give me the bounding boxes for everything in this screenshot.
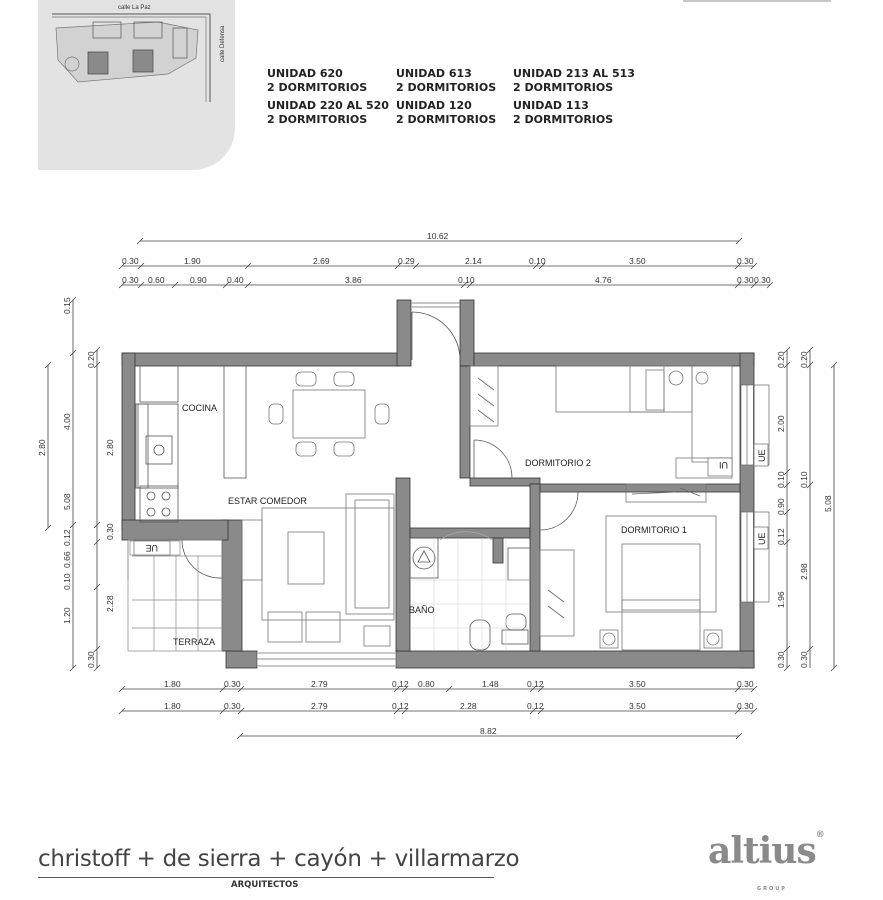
tv-unit xyxy=(242,520,262,580)
unit-label: UNIDAD 213 AL 513 xyxy=(513,67,635,80)
dim-bottom-2-6: 3.50 xyxy=(629,701,646,711)
dim-right-inner-2: 0.10 xyxy=(776,471,786,488)
dim-top-1-3: 0.29 xyxy=(398,256,415,266)
dim-left-inner-5: 0.10 xyxy=(62,573,72,590)
ue-label-dorm1: UE xyxy=(757,532,767,545)
dim-bottom-2-5: 0.12 xyxy=(527,701,544,711)
architects-subtitle: ARQUITECTOS xyxy=(231,880,299,890)
dim-bottom-2-0: 1.80 xyxy=(164,701,181,711)
dim-bottom-2-4: 2.28 xyxy=(460,701,477,711)
wall-left-upper xyxy=(122,353,135,529)
dim-left-outer-2: 5.08 xyxy=(62,493,72,510)
room-label-dorm2: DORMITORIO 2 xyxy=(525,458,591,468)
dim-left-inner-0: 0.20 xyxy=(86,351,96,368)
wall-bath-right xyxy=(530,484,540,651)
unit-label: UNIDAD 613 xyxy=(396,67,472,80)
door-terrace xyxy=(182,540,222,578)
brand-subtitle: GROUP xyxy=(757,886,787,892)
room-label-dorm1: DORMITORIO 1 xyxy=(621,525,687,535)
dim-left-inner-4: 0.66 xyxy=(62,551,72,568)
dim-left-inner-6: 1.20 xyxy=(62,607,72,624)
credit-underline xyxy=(38,877,494,878)
dim-right-inner-1: 2.00 xyxy=(776,415,786,432)
dim-top-1-7: 0.30 xyxy=(737,256,754,266)
room-label-cocina: COCINA xyxy=(182,403,218,413)
ue-label-dorm2: UE xyxy=(757,449,767,462)
dorm2-furniture xyxy=(470,366,732,478)
dim-top-1-2: 2.69 xyxy=(313,256,330,266)
dim-bottom-1-1: 0.30 xyxy=(224,679,241,689)
brand-logo xyxy=(708,830,824,872)
unit-rooms: 2 DORMITORIOS xyxy=(396,81,497,94)
cooktop xyxy=(140,486,178,522)
dim-bottom-2-7: 0.30 xyxy=(737,701,754,711)
dorm1-furniture xyxy=(540,484,722,650)
dim-left-far-1: 2.28 xyxy=(105,595,115,612)
dim-top-2-6: 4.76 xyxy=(595,275,612,285)
dim-bottom-1-0: 1.80 xyxy=(164,679,181,689)
wall-bottom-right xyxy=(396,651,754,668)
dim-bottom-2-3: 0.12 xyxy=(392,701,409,711)
unit-label: UNIDAD 120 xyxy=(396,99,472,112)
dim-top-2-7: 0.30 xyxy=(737,275,754,285)
dim-right-mid-3: 0.30 xyxy=(799,651,809,668)
sink xyxy=(146,436,172,464)
dim-top-1-0: 0.30 xyxy=(122,256,139,266)
dim-top-2-2: 0.90 xyxy=(190,275,207,285)
bidet xyxy=(470,620,490,650)
dim-left-inner-3: 0.12 xyxy=(62,529,72,546)
wall-dorm-divider xyxy=(532,484,740,492)
unit-label: UNIDAD 620 xyxy=(267,67,343,80)
room-label-bano: BAÑO xyxy=(409,605,435,615)
fridge xyxy=(140,366,178,402)
unit-rooms: 2 DORMITORIOS xyxy=(267,113,368,126)
dim-bottom-1-8: 0.30 xyxy=(737,679,754,689)
dim-bottom-1-3: 0.12 xyxy=(392,679,409,689)
keymap-street-top: calle La Paz xyxy=(118,5,151,11)
dim-top-2-0: 0.30 xyxy=(122,275,139,285)
wall-bath-left xyxy=(396,478,410,651)
dim-top-2-1: 0.60 xyxy=(148,275,165,285)
room-label-terraza: TERRAZA xyxy=(173,637,216,647)
ue-label-terraza: UE xyxy=(145,543,158,553)
dining-set xyxy=(269,372,389,456)
dim-left-outer-1: 4.00 xyxy=(62,413,72,430)
dim-total-bottom: 8.82 xyxy=(480,726,497,736)
dim-bottom-1-2: 2.79 xyxy=(311,679,328,689)
wardrobe-dorm1 xyxy=(540,550,574,636)
unit-label: UNIDAD 113 xyxy=(513,99,589,112)
unit-label: UNIDAD 220 AL 520 xyxy=(267,99,389,112)
terrace-deck xyxy=(128,540,222,651)
wall-dorm2-left xyxy=(460,366,470,478)
architects-credit: christoff + de sierra + cayón + villarmarzo xyxy=(38,846,520,872)
dim-right-outer-0: 5.08 xyxy=(823,495,833,512)
dim-bottom-2-1: 0.30 xyxy=(224,701,241,711)
vanity xyxy=(508,548,530,580)
keymap-street-right: calle Defensa xyxy=(220,25,226,62)
dim-right-inner-4: 0.12 xyxy=(776,528,786,545)
wall-top-left xyxy=(122,353,400,366)
dim-bottom-1-5: 1.48 xyxy=(482,679,499,689)
kitchen-island xyxy=(224,366,246,478)
dim-right-mid-2: 2.98 xyxy=(799,563,809,580)
dim-right-inner-5: 1.96 xyxy=(776,591,786,608)
dim-left-inner-7: 0.30 xyxy=(86,651,96,668)
unit-rooms: 2 DORMITORIOS xyxy=(396,113,497,126)
dim-bottom-1-7: 3.50 xyxy=(629,679,646,689)
unit-rooms: 2 DORMITORIOS xyxy=(267,81,368,94)
dim-left-inner-2: 0.30 xyxy=(105,523,115,540)
dim-top-2-5: 0.10 xyxy=(458,275,475,285)
dim-bottom-2-2: 2.79 xyxy=(311,701,328,711)
dim-top-2-4: 3.86 xyxy=(345,275,362,285)
room-label-estar: ESTAR COMEDOR xyxy=(228,496,307,506)
unit-rooms: 2 DORMITORIOS xyxy=(513,113,614,126)
wall-bottom-left xyxy=(226,651,257,668)
bath-fixtures xyxy=(410,532,530,650)
dim-top-2-8: 0.30 xyxy=(754,275,771,285)
dim-top-1-6: 3.50 xyxy=(629,256,646,266)
brand-name: altius xyxy=(708,830,816,872)
dim-right-inner-3: 0.90 xyxy=(776,498,786,515)
coffee-table xyxy=(288,532,324,584)
ui-label-dorm2: UI xyxy=(719,460,728,470)
living-set xyxy=(242,494,394,646)
dim-bottom-1-6: 0.12 xyxy=(527,679,544,689)
toilet xyxy=(506,614,526,630)
dim-total-top: 10.62 xyxy=(427,231,449,241)
dim-top-1-1: 1.90 xyxy=(184,256,201,266)
dim-right-mid-1: 0.10 xyxy=(799,471,809,488)
wall-entry-left xyxy=(397,300,411,366)
wall-top-right xyxy=(474,353,754,366)
wardrobe-dorm2 xyxy=(470,366,498,426)
sofa xyxy=(346,494,394,614)
dim-left-outer-0: 0.15 xyxy=(62,297,72,314)
brand-mark: ® xyxy=(815,830,824,840)
dim-top-1-4: 2.14 xyxy=(465,256,482,266)
dim-left-far-0: 2.80 xyxy=(37,439,47,456)
dim-left-inner-1: 2.80 xyxy=(105,439,115,456)
dim-top-1-5: 0.10 xyxy=(529,256,546,266)
dining-table xyxy=(293,390,365,438)
dim-right-inner-6: 0.30 xyxy=(776,651,786,668)
dim-bottom-1-4: 0.80 xyxy=(418,679,435,689)
living-rug xyxy=(262,508,394,620)
dim-right-mid-0: 0.20 xyxy=(799,351,809,368)
dim-right-inner-0: 0.20 xyxy=(776,351,786,368)
unit-rooms: 2 DORMITORIOS xyxy=(513,81,614,94)
dim-top-2-3: 0.40 xyxy=(227,275,244,285)
